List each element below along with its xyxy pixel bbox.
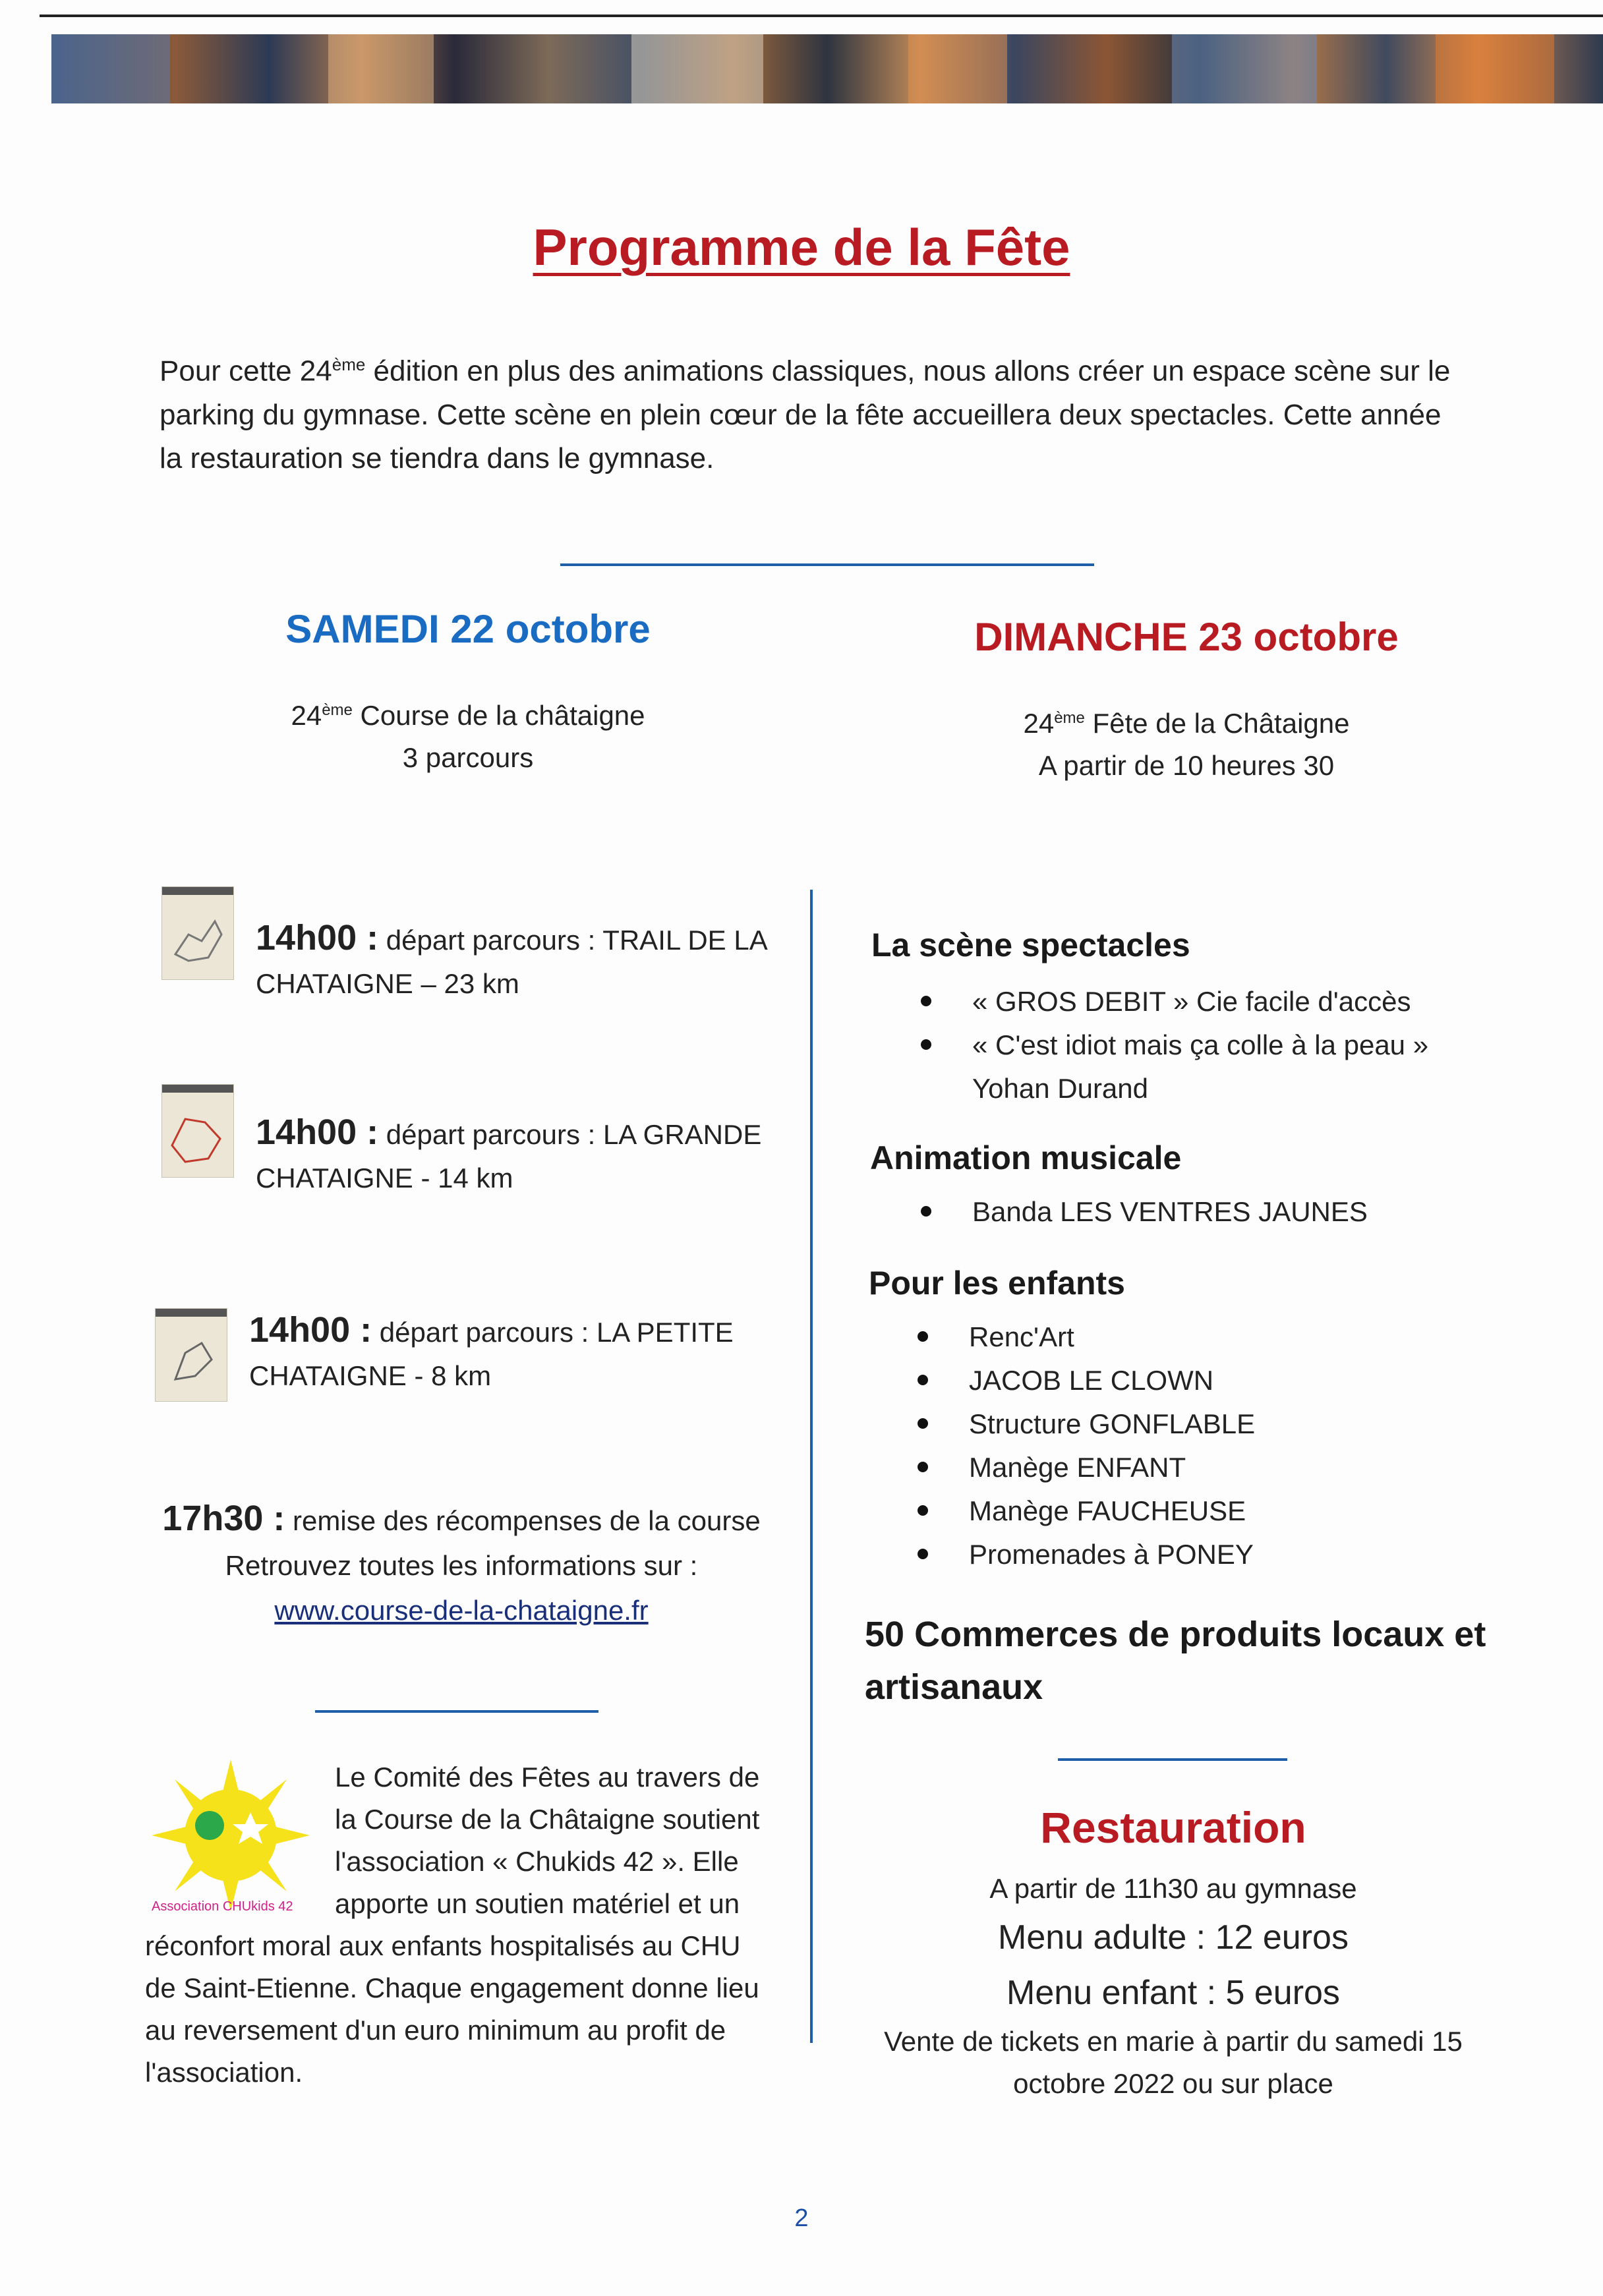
list-item	[921, 1190, 1514, 1234]
chukids-line: au reversement d'un euro minimum au profit de	[145, 2015, 726, 2046]
route-map-icon	[155, 1308, 227, 1402]
intro-text: édition en plus des animations classiques, nous allons créer un espace scène sur le	[365, 355, 1451, 387]
chukids-line: l'association « Chukids 42 ». Elle	[335, 1846, 739, 1877]
list-item	[918, 1359, 1511, 1402]
awards-time: 17h30 :	[162, 1499, 285, 1538]
shops-text: 50 Commerces de produits locaux et	[865, 1615, 1486, 1654]
item-text: Manège FAUCHEUSE	[969, 1495, 1246, 1526]
sub-text: Fête de la Châtaigne	[1084, 708, 1350, 739]
restauration-block	[844, 1868, 1503, 2105]
awards-text: remise des récompenses de la course	[285, 1505, 761, 1536]
sub-sup: ème	[1054, 709, 1085, 727]
item-text: « GROS DEBIT » Cie facile d'accès	[972, 986, 1411, 1017]
race-text: CHATAIGNE - 14 km	[256, 1162, 513, 1193]
intro-text: parking du gymnase. Cette scène en plein cœur de la fête accueillera deux spectacles. Cette année	[160, 398, 1442, 431]
list-item	[918, 1489, 1511, 1533]
shops-heading	[865, 1608, 1524, 1713]
sub-sup: ème	[322, 701, 353, 719]
chukids-line: Le Comité des Fêtes au travers de	[335, 1762, 760, 1793]
music-list	[921, 1190, 1514, 1234]
divider	[560, 563, 1094, 566]
sub-text: Course de la châtaigne	[352, 700, 645, 731]
divider	[315, 1710, 598, 1713]
chukids-line: de Saint-Etienne. Chaque engagement donne lieu	[145, 1972, 759, 2003]
race-time: 14h00 :	[256, 1112, 379, 1152]
intro-text: la restauration se tiendra dans le gymnase.	[160, 442, 714, 474]
item-text: Renc'Art	[969, 1321, 1074, 1352]
chukids-line: réconfort moral aux enfants hospitalisés au CHU	[145, 1930, 741, 1961]
race-text: départ parcours : LA GRANDE	[378, 1119, 762, 1150]
resto-text: A partir de 11h30 au gymnase	[989, 1873, 1357, 1904]
list-item	[921, 980, 1514, 1023]
bullet-icon	[921, 1206, 931, 1217]
list-item	[921, 1023, 1514, 1110]
column-divider	[810, 890, 813, 2043]
kids-heading: Pour les enfants	[869, 1265, 1125, 1302]
shops-text: artisanaux	[865, 1667, 1043, 1707]
chukids-line: l'association.	[145, 2057, 303, 2088]
sub-text: A partir de 10 heures 30	[1038, 750, 1335, 781]
divider	[1058, 1758, 1287, 1761]
race-time: 14h00 :	[256, 918, 379, 958]
menu-child: Menu enfant : 5 euros	[1006, 1974, 1340, 2012]
item-text: « C'est idiot mais ça colle à la peau »	[972, 1029, 1429, 1060]
bullet-icon	[921, 996, 931, 1006]
item-text: Manège ENFANT	[969, 1452, 1186, 1483]
page-title: Programme de la Fête	[533, 218, 1070, 276]
bullet-icon	[921, 1039, 931, 1050]
bullet-icon	[918, 1418, 928, 1429]
list-item	[918, 1533, 1511, 1576]
page-number: 2	[794, 2204, 809, 2232]
list-item	[918, 1402, 1511, 1446]
race-text: CHATAIGNE – 23 km	[256, 968, 519, 999]
route-map-icon	[161, 1084, 234, 1178]
sub-text: 24	[1023, 708, 1055, 739]
race-item	[256, 916, 783, 1006]
website-link[interactable]: www.course-de-la-chataigne.fr	[274, 1595, 649, 1626]
stage-heading: La scène spectacles	[871, 927, 1190, 963]
item-text: JACOB LE CLOWN	[969, 1365, 1214, 1396]
intro-sup: ème	[332, 355, 366, 374]
restauration-heading: Restauration	[1040, 1803, 1306, 1852]
info-text: Retrouvez toutes les informations sur :	[225, 1550, 698, 1581]
race-item	[256, 1110, 783, 1200]
chukids-logo	[152, 1760, 310, 1911]
chukids-line: la Course de la Châtaigne soutient	[335, 1804, 760, 1835]
race-item	[249, 1308, 776, 1398]
bullet-icon	[918, 1549, 928, 1559]
awards-block	[132, 1496, 791, 1633]
sub-text: 3 parcours	[402, 742, 534, 773]
bullet-icon	[918, 1462, 928, 1472]
bullet-icon	[918, 1505, 928, 1516]
resto-text: Vente de tickets en marie à partir du samedi 15	[884, 2026, 1463, 2057]
item-text: Banda LES VENTRES JAUNES	[972, 1196, 1368, 1227]
photo-banner	[51, 34, 1603, 103]
resto-text: octobre 2022 ou sur place	[1013, 2068, 1333, 2099]
item-text: Structure GONFLABLE	[969, 1408, 1256, 1439]
intro-paragraph	[160, 343, 1498, 480]
top-rule	[40, 14, 1603, 17]
kids-list	[918, 1315, 1511, 1576]
saturday-title: SAMEDI 22 octobre	[285, 607, 651, 651]
bullet-icon	[918, 1375, 928, 1385]
race-text: départ parcours : TRAIL DE LA	[378, 925, 768, 956]
list-item	[918, 1315, 1511, 1359]
bullet-icon	[918, 1331, 928, 1342]
saturday-subtitle	[158, 689, 778, 779]
intro-text: Pour cette 24	[160, 355, 332, 387]
item-text: Promenades à PONEY	[969, 1539, 1254, 1570]
sub-text: 24	[291, 700, 322, 731]
list-item	[918, 1446, 1511, 1489]
race-time: 14h00 :	[249, 1310, 372, 1350]
sunday-subtitle	[877, 697, 1496, 787]
music-heading: Animation musicale	[870, 1139, 1182, 1176]
route-map-icon	[161, 886, 234, 980]
chukids-text-top	[335, 1756, 809, 1925]
sunday-title: DIMANCHE 23 octobre	[974, 615, 1399, 659]
stage-list	[921, 980, 1514, 1110]
menu-adult: Menu adulte : 12 euros	[998, 1918, 1349, 1957]
chukids-line: apporte un soutien matériel et un	[335, 1888, 740, 1919]
item-text: Yohan Durand	[972, 1073, 1149, 1104]
logo-caption: Association CHUkids 42	[152, 1899, 293, 1914]
race-text: départ parcours : LA PETITE	[372, 1317, 734, 1348]
chukids-text-bottom	[145, 1925, 811, 2094]
race-text: CHATAIGNE - 8 km	[249, 1360, 492, 1391]
